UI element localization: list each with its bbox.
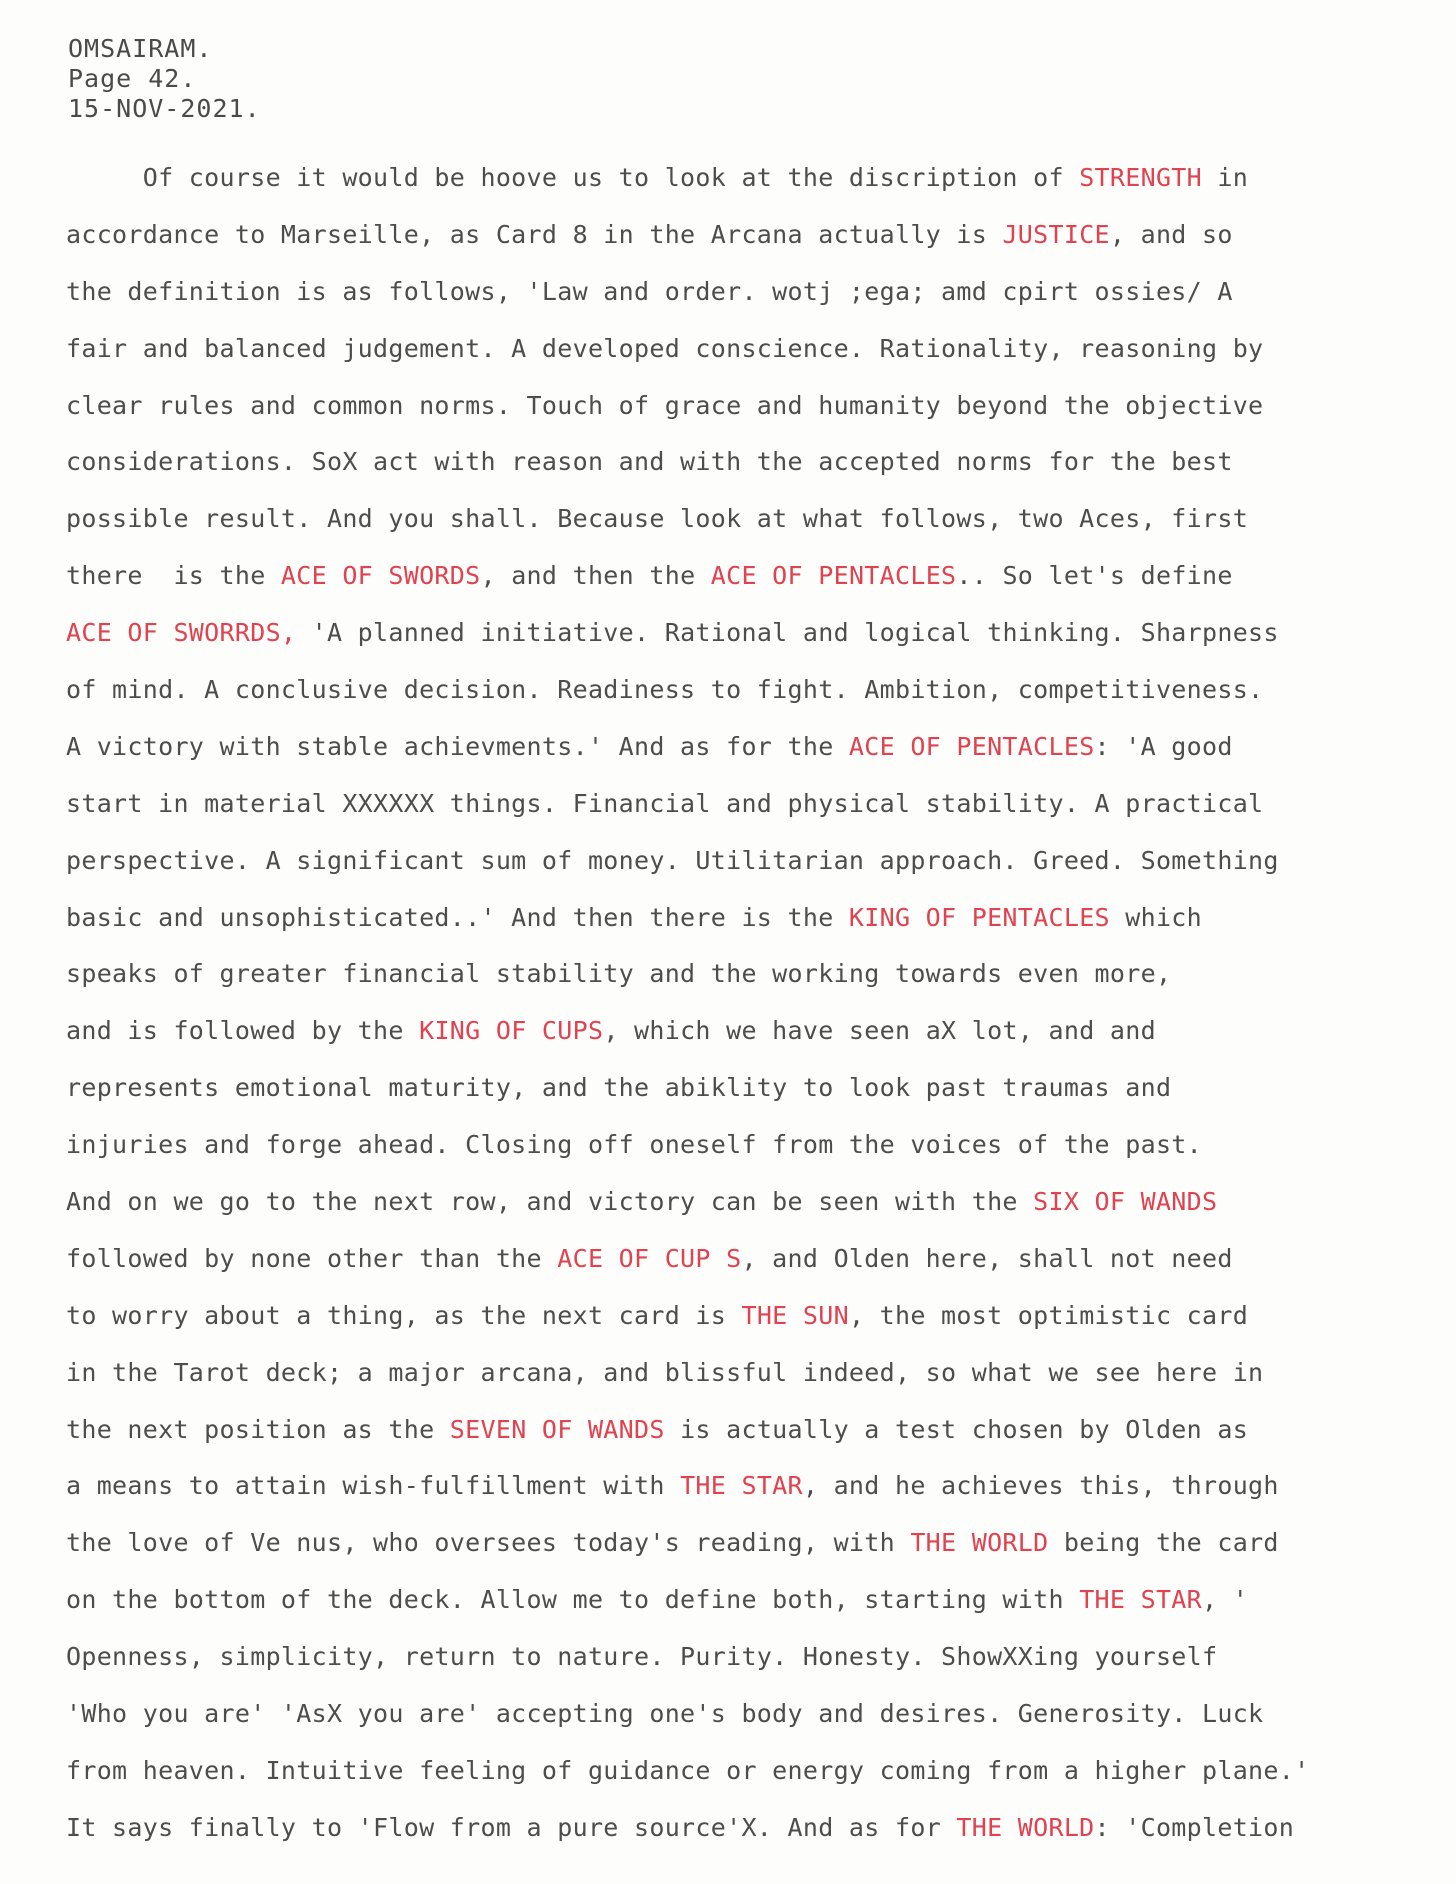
text-line [66, 1686, 1446, 1743]
text-line [66, 1743, 1446, 1800]
card-name: ACE OF PENTACLES [710, 561, 957, 591]
line-segment: there is the [66, 561, 281, 591]
line-segment: , the most optimistic card [848, 1300, 1249, 1330]
line-segment: and is followed by the [66, 1016, 420, 1046]
line-segment: , and Olden here, shall not need [741, 1243, 1233, 1273]
text-line [66, 1174, 1446, 1231]
line-segment: from heaven. Intuitive feeling of guidance or energy coming from a higher plane.' [66, 1755, 1310, 1785]
card-name: SEVEN OF WANDS [449, 1414, 665, 1444]
text-line [66, 1003, 1446, 1060]
line-segment: on the bottom of the deck. Allow me to define both, starting with [66, 1585, 1080, 1615]
line-segment: considerations. SoX act with reason and with the accepted norms for the best [66, 447, 1233, 477]
body-text [66, 150, 1446, 1857]
line-segment: .. So let's define [956, 561, 1233, 591]
text-line [66, 1800, 1446, 1857]
line-segment: : 'A good [1094, 731, 1233, 761]
text-line [66, 1572, 1446, 1629]
line-segment: Openness, simplicity, return to nature. Purity. Honesty. ShowXXing yourself [66, 1642, 1218, 1672]
text-line [66, 548, 1446, 605]
line-segment: the definition is as follows, 'Law and order. wotj ;ega; amd cpirt ossies/ A [66, 276, 1233, 306]
card-name: THE SUN [741, 1300, 849, 1330]
text-line [66, 434, 1446, 491]
line-segment: fair and balanced judgement. A developed conscience. Rationality, reasoning by [66, 333, 1264, 363]
text-line [66, 946, 1446, 1003]
line-segment: , which we have seen aX lot, and and [603, 1016, 1156, 1046]
text-line [66, 776, 1446, 833]
card-name: KING OF CUPS [419, 1016, 604, 1046]
text-line [66, 264, 1446, 321]
text-line [66, 662, 1446, 719]
line-segment: speaks of greater financial stability and the working towards even more, [66, 959, 1172, 989]
line-segment: , and then the [480, 561, 711, 591]
card-name: ACE OF CUP S [557, 1243, 742, 1273]
line-segment: which [1109, 902, 1203, 932]
line-segment: in [1202, 163, 1249, 192]
header-title: OMSAIRAM. [68, 34, 213, 63]
card-name: THE WORLD [956, 1812, 1095, 1842]
line-segment: being the card [1048, 1528, 1279, 1558]
card-name: KING OF PENTACLES [848, 902, 1110, 932]
card-name: STRENGTH [1079, 163, 1202, 192]
line-segment: 'A planned initiative. Rational and logical thinking. Sharpness [296, 618, 1279, 648]
text-line [66, 719, 1446, 776]
line-segment: basic and unsophisticated..' And then there is the [66, 902, 849, 932]
text-line [66, 1345, 1446, 1402]
line-segment: in the Tarot deck; a major arcana, and blissful indeed, so what we see here in [66, 1357, 1264, 1387]
line-segment: Of course it would be hoove us to look at the discription of [66, 163, 1080, 192]
line-segment: of mind. A conclusive decision. Readiness to fight. Ambition, competitiveness. [66, 675, 1264, 705]
text-line [66, 150, 1446, 207]
line-segment: perspective. A significant sum of money. Utilitarian approach. Greed. Something [66, 845, 1279, 875]
text-line [66, 833, 1446, 890]
text-line [66, 1117, 1446, 1174]
line-segment: the next position as the [66, 1414, 450, 1444]
line-segment: injuries and forge ahead. Closing off oneself from the voices of the past. [66, 1130, 1202, 1160]
card-name: THE STAR [1079, 1585, 1202, 1615]
text-line [66, 321, 1446, 378]
line-segment: is actually a test chosen by Olden as [664, 1414, 1249, 1444]
header-date: 15-NOV-2021. [68, 94, 261, 123]
header-page-number: Page 42. [68, 64, 197, 93]
line-segment: : 'Completion [1094, 1812, 1295, 1842]
text-line [66, 890, 1446, 947]
text-line [66, 1231, 1446, 1288]
line-segment: accordance to Marseille, as Card 8 in the Arcana actually is [66, 219, 1003, 249]
text-line [66, 1458, 1446, 1515]
line-segment: represents emotional maturity, and the abiklity to look past traumas and [66, 1073, 1172, 1103]
card-name: THE STAR [680, 1471, 803, 1501]
line-segment: start in material XXXXXX things. Financial and physical stability. A practical [66, 788, 1264, 818]
card-name: ACE OF SWORDS [280, 561, 481, 591]
text-line [66, 207, 1446, 264]
text-line [66, 1629, 1446, 1686]
line-segment: a means to attain wish-fulfillment with [66, 1471, 681, 1501]
line-segment: possible result. And you shall. Because look at what follows, two Aces, first [66, 504, 1249, 534]
line-segment: clear rules and common norms. Touch of grace and humanity beyond the objective [66, 390, 1264, 420]
text-line [66, 1515, 1446, 1572]
line-segment: followed by none other than the [66, 1243, 558, 1273]
line-segment: And on we go to the next row, and victory can be seen with the [66, 1187, 1034, 1217]
line-segment: 'Who you are' 'AsX you are' accepting one's body and desires. Generosity. Luck [66, 1699, 1264, 1729]
line-segment: to worry about a thing, as the next card is [66, 1300, 742, 1330]
text-line [66, 378, 1446, 435]
card-name: THE WORLD [910, 1528, 1049, 1558]
line-segment: A victory with stable achievments.' And as for the [66, 731, 849, 761]
card-name: SIX OF WANDS [1033, 1187, 1218, 1217]
line-segment: the love of Ve nus, who oversees today's reading, with [66, 1528, 911, 1558]
page-header [68, 34, 261, 124]
line-segment: It says finally to 'Flow from a pure source'X. And as for [66, 1812, 957, 1842]
text-line [66, 1060, 1446, 1117]
text-line [66, 1288, 1446, 1345]
card-name: ACE OF PENTACLES [848, 731, 1095, 761]
card-name: JUSTICE [1002, 219, 1110, 249]
line-segment: , and so [1109, 219, 1233, 249]
line-segment: , and he achieves this, through [802, 1471, 1279, 1501]
card-name: ACE OF SWORRDS, [66, 618, 297, 648]
text-line [66, 491, 1446, 548]
line-segment: , ' [1202, 1585, 1249, 1615]
text-line [66, 1402, 1446, 1459]
text-line [66, 605, 1446, 662]
